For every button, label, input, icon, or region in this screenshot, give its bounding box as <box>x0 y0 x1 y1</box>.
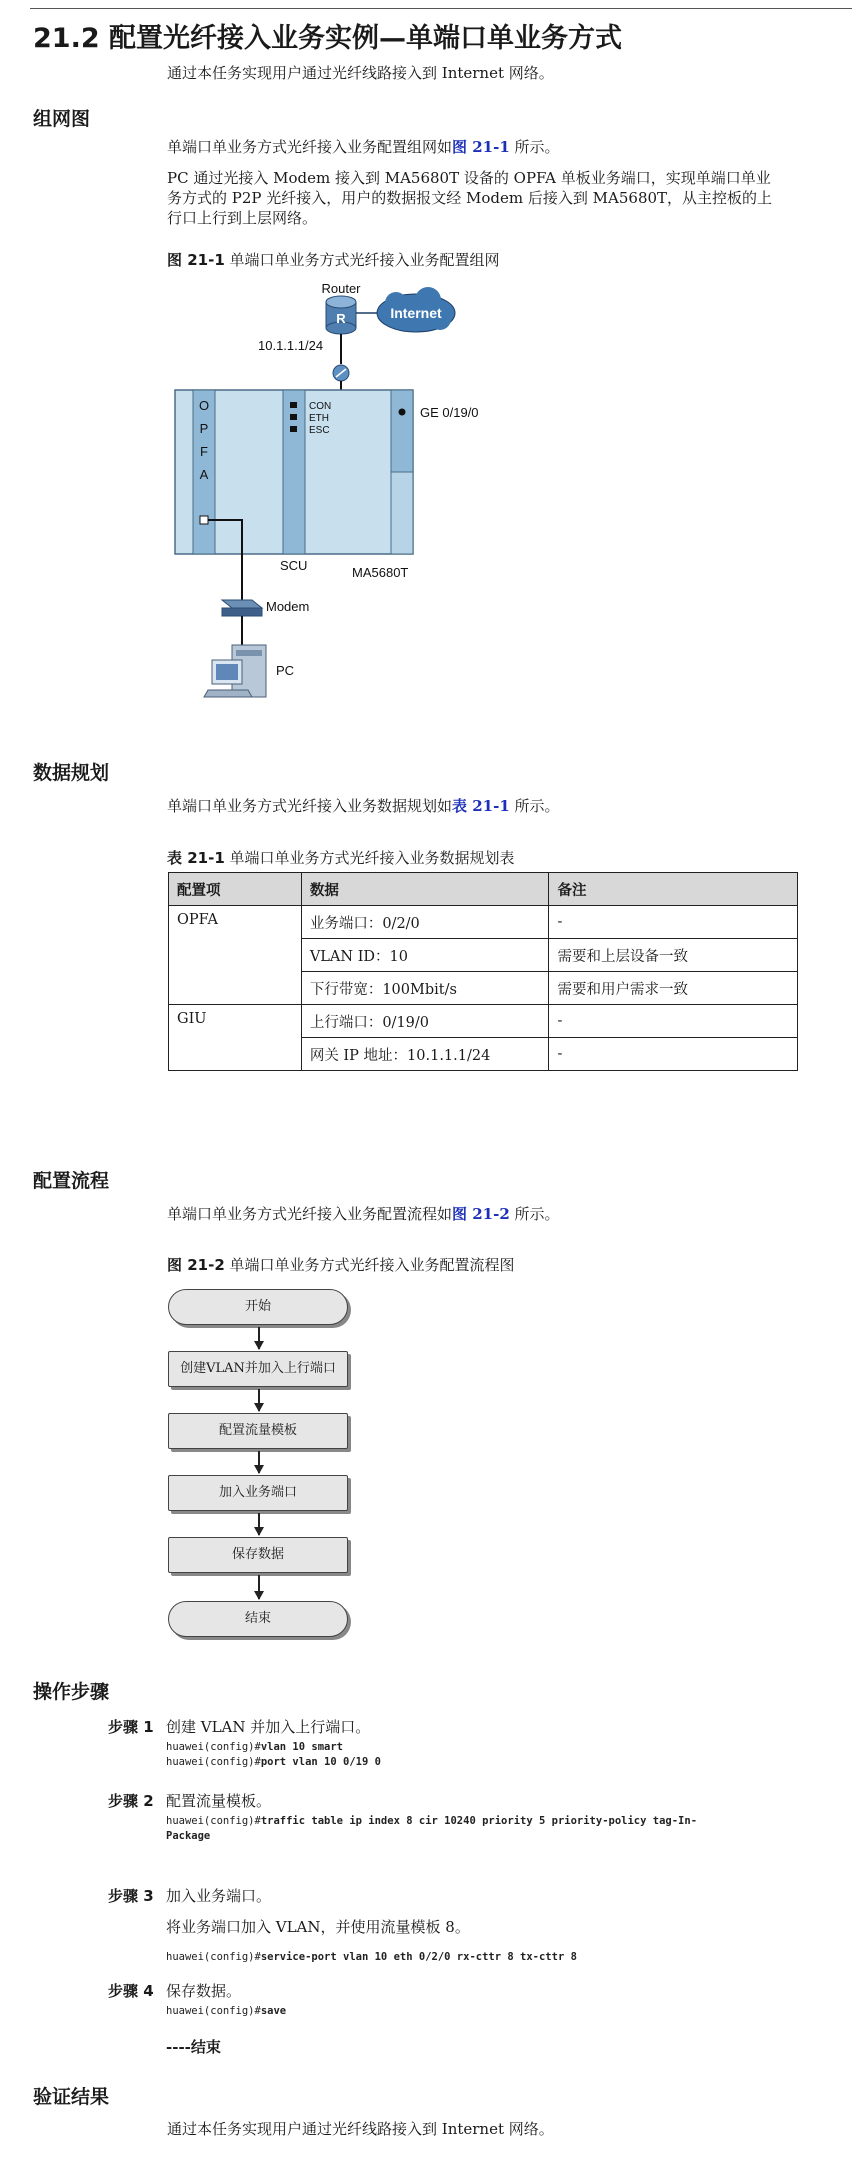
opfa-letter: O <box>198 398 210 413</box>
ma5680t-chassis <box>175 390 413 554</box>
modem-label: Modem <box>266 599 310 614</box>
flow-arrow <box>258 1575 260 1599</box>
step-label: 步骤 4 <box>108 1982 154 2000</box>
intro-text: 通过本任务实现用户通过光纤线路接入到 Internet 网络。 <box>167 64 554 82</box>
flow-arrow <box>258 1389 260 1411</box>
network-diagram <box>0 0 861 720</box>
step-text: 配置流量模板。 <box>166 1792 272 1810</box>
table-cell-item: OPFA <box>169 906 302 1005</box>
table-header-cell: 配置项 <box>169 873 302 906</box>
flow-paragraph-1: 单端口单业务方式光纤接入业务配置流程如图 21-2 所示。 <box>167 1205 560 1223</box>
link-figure-21-2[interactable]: 图 21-2 <box>452 1205 510 1223</box>
table-row <box>169 906 798 939</box>
flow-end: 结束 <box>168 1601 348 1637</box>
data-paragraph-1: 单端口单业务方式光纤接入业务数据规划如表 21-1 所示。 <box>167 797 560 815</box>
modem-icon <box>222 600 262 616</box>
internet-cloud-icon <box>356 287 455 332</box>
scu-port-label: CON <box>309 401 332 412</box>
scu-port-label: ESC <box>309 425 330 436</box>
table-cell-note: - <box>549 906 798 939</box>
flow-step-save: 保存数据 <box>168 1537 348 1573</box>
flow-arrow <box>258 1451 260 1473</box>
table-cell-note: - <box>549 1005 798 1038</box>
flow-arrow <box>258 1327 260 1349</box>
section-heading-network: 组网图 <box>33 108 91 130</box>
steps-end-marker: ----结束 <box>166 2038 221 2056</box>
code-block: huawei(config)#service-port vlan 10 eth 0/2/0 rx-cttr 8 tx-cttr 8 <box>166 1951 577 1963</box>
table-21-1-caption: 表 21-1 单端口单业务方式光纤接入业务数据规划表 <box>167 849 515 867</box>
pc-label: PC <box>276 663 295 678</box>
link-table-21-1[interactable]: 表 21-1 <box>452 797 510 815</box>
network-paragraph-2: PC 通过光接入 Modem 接入到 MA5680T 设备的 OPFA 单板业务端口，实现单端口单业 务方式的 P2P 光纤接入，用户的数据报文经 Modem 后接入到 MA5680T，从主控板的上 行口上行到上层网络。 <box>167 169 773 227</box>
network-paragraph-1: 单端口单业务方式光纤接入业务配置组网如图 21-1 所示。 <box>167 138 560 156</box>
table-header-cell: 数据 <box>301 873 549 906</box>
opfa-port-icon <box>200 516 208 524</box>
scu-port-icon <box>290 426 297 432</box>
uplink-port-icon <box>399 409 406 416</box>
flow-step-create-vlan: 创建VLAN并加入上行端口 <box>168 1351 348 1387</box>
table-cell-note: - <box>549 1038 798 1071</box>
router-icon <box>326 296 356 334</box>
pc-icon <box>204 645 266 697</box>
code-block: huawei(config)#vlan 10 smart huawei(config)#port vlan 10 0/19 0 <box>166 1741 381 1768</box>
table-cell-data: 业务端口：0/2/0 <box>301 906 549 939</box>
step-text: 加入业务端口。 <box>166 1887 272 1905</box>
step-text: 保存数据。 <box>166 1982 242 2000</box>
router-label: Router <box>321 281 361 296</box>
section-heading-verify: 验证结果 <box>33 2086 110 2108</box>
uplink-port-label: GE 0/19/0 <box>420 405 479 420</box>
table-row <box>169 1005 798 1038</box>
scu-port-icon <box>290 414 297 420</box>
section-heading-flow: 配置流程 <box>33 1170 110 1192</box>
table-cell-note: 需要和上层设备一致 <box>549 939 798 972</box>
data-planning-table <box>168 872 798 1071</box>
opfa-letter: A <box>199 467 209 482</box>
scu-label: SCU <box>280 558 308 573</box>
opfa-letter: F <box>200 444 208 459</box>
opfa-letter: P <box>199 421 209 436</box>
step-label: 步骤 3 <box>108 1887 154 1905</box>
scu-port-icon <box>290 402 297 408</box>
table-cell-data: 下行带宽：100Mbit/s <box>301 972 549 1005</box>
flow-step-service-port: 加入业务端口 <box>168 1475 348 1511</box>
step-note: 将业务端口加入 VLAN，并使用流量模板 8。 <box>166 1918 470 1936</box>
table-cell-data: 网关 IP 地址：10.1.1.1/24 <box>301 1038 549 1071</box>
gateway-ip-label: 10.1.1.1/24 <box>258 338 324 353</box>
link-figure-21-1[interactable]: 图 21-1 <box>452 138 510 156</box>
step-text: 创建 VLAN 并加入上行端口。 <box>166 1718 371 1736</box>
table-cell-item: GIU <box>169 1005 302 1071</box>
figure-21-1-caption: 图 21-1 单端口单业务方式光纤接入业务配置组网 <box>167 251 500 269</box>
table-header-row <box>169 873 798 906</box>
verify-text: 通过本任务实现用户通过光纤线路接入到 Internet 网络。 <box>167 2120 554 2138</box>
section-heading-data: 数据规划 <box>33 762 110 784</box>
flow-arrow <box>258 1513 260 1535</box>
table-cell-data: 上行端口：0/19/0 <box>301 1005 549 1038</box>
step-label: 步骤 1 <box>108 1718 154 1736</box>
figure-21-2-caption: 图 21-2 单端口单业务方式光纤接入业务配置流程图 <box>167 1256 515 1274</box>
page-title: 21.2 配置光纤接入业务实例—单端口单业务方式 <box>33 23 623 54</box>
optical-connector-icon <box>333 365 349 381</box>
flow-step-traffic-table: 配置流量模板 <box>168 1413 348 1449</box>
router-glyph: R <box>336 311 346 326</box>
internet-label: Internet <box>390 305 442 321</box>
scu-port-label: ETH <box>309 413 329 424</box>
table-header-cell: 备注 <box>549 873 798 906</box>
table-cell-data: VLAN ID：10 <box>301 939 549 972</box>
section-heading-steps: 操作步骤 <box>33 1681 110 1703</box>
step-label: 步骤 2 <box>108 1792 154 1810</box>
flow-start: 开始 <box>168 1289 348 1325</box>
table-cell-note: 需要和用户需求一致 <box>549 972 798 1005</box>
code-block: huawei(config)#save <box>166 2005 287 2017</box>
device-label: MA5680T <box>352 565 409 580</box>
code-block: huawei(config)#traffic table ip index 8 cir 10240 priority 5 priority-policy tag-In- Package <box>166 1815 698 1842</box>
